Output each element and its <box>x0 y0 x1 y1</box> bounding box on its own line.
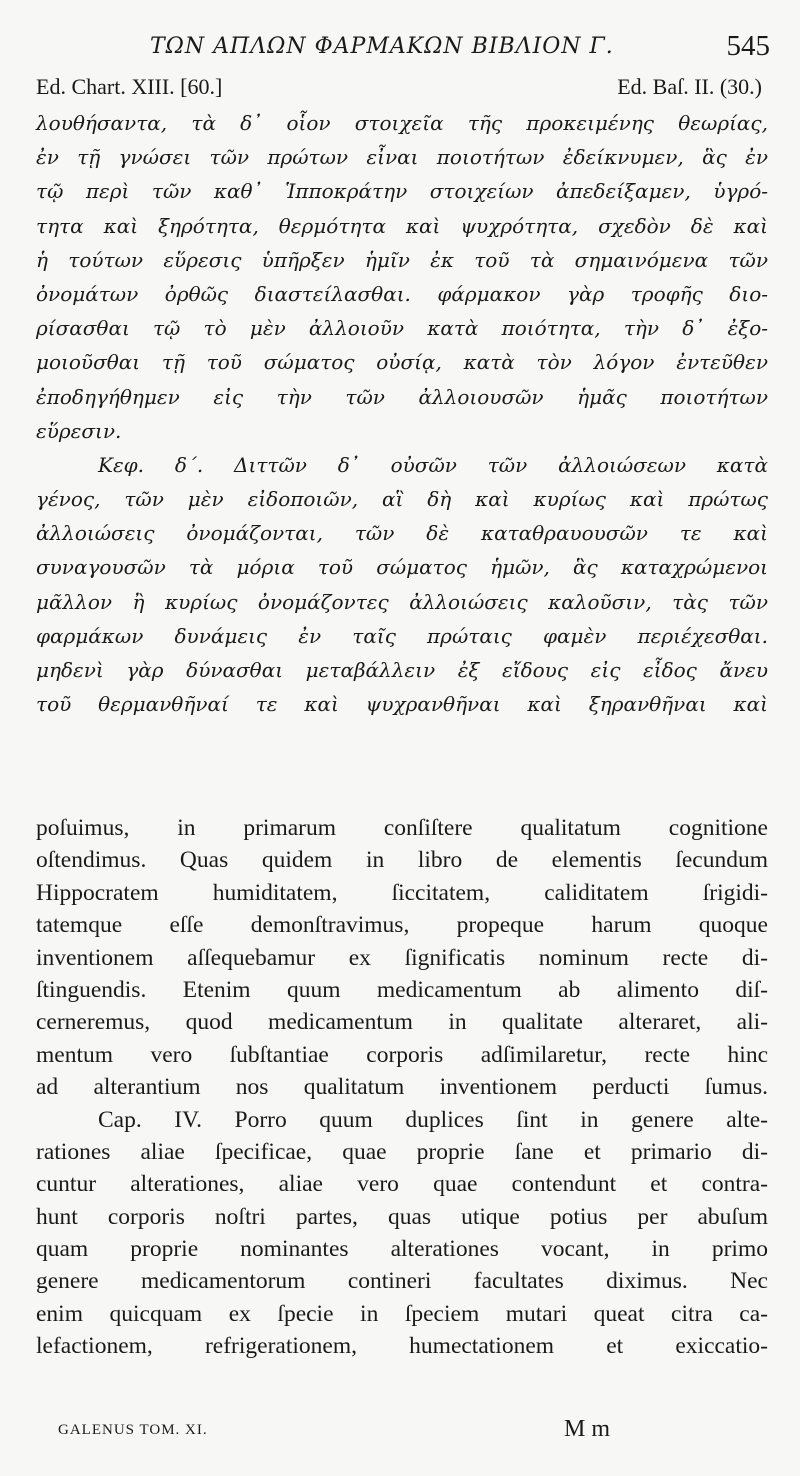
running-head <box>150 28 770 68</box>
volume-footer: GALENUS TOM. XI. <box>58 1422 208 1438</box>
greek-line: γένος, τῶν μὲν εἰδοποιῶν, αἳ δὴ καὶ κυρίως καὶ πρώτως <box>36 487 768 512</box>
greek-line: εὕρεσιν. <box>36 418 122 443</box>
latin-chapter-heading-line: Cap. IV. Porro quum duplices ſint in genere alte- <box>98 1106 768 1133</box>
signature-mark: M m <box>564 1416 611 1442</box>
greek-line: συναγουσῶν τὰ μόρια τοῦ σώματος ἡμῶν, ἃς καταχρώμενοι <box>36 555 768 580</box>
latin-text-column <box>36 812 768 1363</box>
greek-line: ἐποδηγήθημεν εἰς τὴν τῶν ἀλλοιουσῶν ἡμᾶς ποιοτήτων <box>36 384 768 409</box>
latin-line: inventionem aſſequebamur ex ſignificatis nominum recte di- <box>36 944 768 971</box>
latin-line: genere medicamentorum contineri facultates diximus. Nec <box>36 1268 768 1295</box>
latin-line: rationes aliae ſpecificae, quae proprie ſane et primario di- <box>36 1138 768 1165</box>
latin-line: mentum vero ſubſtantiae corporis adſimilaretur, recte hinc <box>36 1041 768 1068</box>
latin-line: quam proprie nominantes alterationes vocant, in primo <box>36 1236 768 1263</box>
greek-line: ἀλλοιώσεις ὀνομάζονται, τῶν δὲ καταθραυουσῶν τε καὶ <box>36 521 768 546</box>
latin-line: poſuimus, in primarum conſiſtere qualitatum cognitione <box>36 815 768 841</box>
greek-line: ἐν τῇ γνώσει τῶν πρώτων εἶναι ποιοτήτων ἐδείκνυμεν, ἃς ἐν <box>36 145 768 170</box>
greek-line: ρίσασθαι τῷ τὸ μὲν ἀλλοιοῦν κατὰ ποιότητα, τὴν δ᾽ ἐξο- <box>36 316 768 341</box>
latin-line: cerneremus, quod medicamentum in qualitate alteraret, ali- <box>36 1009 768 1036</box>
greek-line: μοιοῦσθαι τῇ τοῦ σώματος οὐσίᾳ, κατὰ τὸν λόγον ἐντεῦθεν <box>36 350 768 375</box>
greek-line: φαρμάκων δυνάμεις ἐν ταῖς πρώταις φαμὲν περιέχεσθαι. <box>36 623 768 648</box>
latin-line: ſtinguendis. Etenim quum medicamentum ab alimento diſ- <box>36 976 768 1003</box>
greek-line: ἡ τούτων εὕρεσις ὑπῆρξεν ἡμῖν ἐκ τοῦ τὰ σημαινόμενα τῶν <box>36 247 768 272</box>
edition-chartier-ref: Ed. Chart. XIII. [60.] <box>36 74 223 99</box>
latin-line: lefactionem, refrigerationem, humectationem et exiccatio- <box>36 1333 768 1360</box>
greek-line: τῷ περὶ τῶν καθ᾽ Ἱπποκράτην στοιχείων ἀπεδείξαμεν, ὑγρό- <box>36 179 768 204</box>
latin-line: enim quicquam ex ſpecie in ſpeciem mutari queat citra ca- <box>36 1300 768 1327</box>
greek-line: λουθήσαντα, τὰ δ᾽ οἷον στοιχεῖα τῆς προκειμένης θεωρίας, <box>36 111 768 135</box>
greek-line: τοῦ θερμανθῆναί τε καὶ ψυχρανθῆναι καὶ ξηρανθῆναι καὶ <box>36 692 768 717</box>
edition-reference-line <box>36 74 762 104</box>
latin-line: ad alterantium nos qualitatum inventionem perducti ſumus. <box>36 1074 768 1101</box>
page-number: 545 <box>726 30 770 62</box>
latin-line: Hippocratem humiditatem, ſiccitatem, caliditatem ſrigidi- <box>36 879 768 906</box>
edition-basel-ref: Ed. Baſ. II. (30.) <box>617 74 762 99</box>
greek-chapter-heading-line: Κεφ. δ΄. Διττῶν δ᾽ οὐσῶν τῶν ἀλλοιώσεων κατὰ <box>98 452 768 477</box>
greek-line: ὀνομάτων ὀρθῶς διαστείλασθαι. φάρμακον γὰρ τροφῆς διο- <box>36 281 768 306</box>
page-footer <box>58 1418 760 1448</box>
latin-line: tatemque eſſe demonſtravimus, propeque harum quoque <box>36 912 768 939</box>
greek-text-column <box>36 106 768 721</box>
greek-line: μηδενὶ γὰρ δύνασθαι μεταβάλλειν ἐξ εἴδους εἰς εἶδος ἄνευ <box>36 658 768 682</box>
greek-line: τητα καὶ ξηρότητα, θερμότητα καὶ ψυχρότητα, σχεδὸν δὲ καὶ <box>36 213 768 238</box>
latin-line: hunt corporis noſtri partes, quas utique potius per abuſum <box>36 1203 768 1230</box>
greek-line: μᾶλλον ἢ κυρίως ὀνομάζοντες ἀλλοιώσεις καλοῦσιν, τὰς τῶν <box>36 589 768 614</box>
running-title: ΤΩΝ ΑΠΛΩΝ ΦΑΡΜΑΚΩΝ ΒΙΒΛΙΟΝ Γ. <box>150 34 614 59</box>
latin-line: oſtendimus. Quas quidem in libro de elementis ſecundum <box>36 847 768 874</box>
latin-line: cuntur alterationes, aliae vero quae contendunt et contra- <box>36 1171 768 1198</box>
